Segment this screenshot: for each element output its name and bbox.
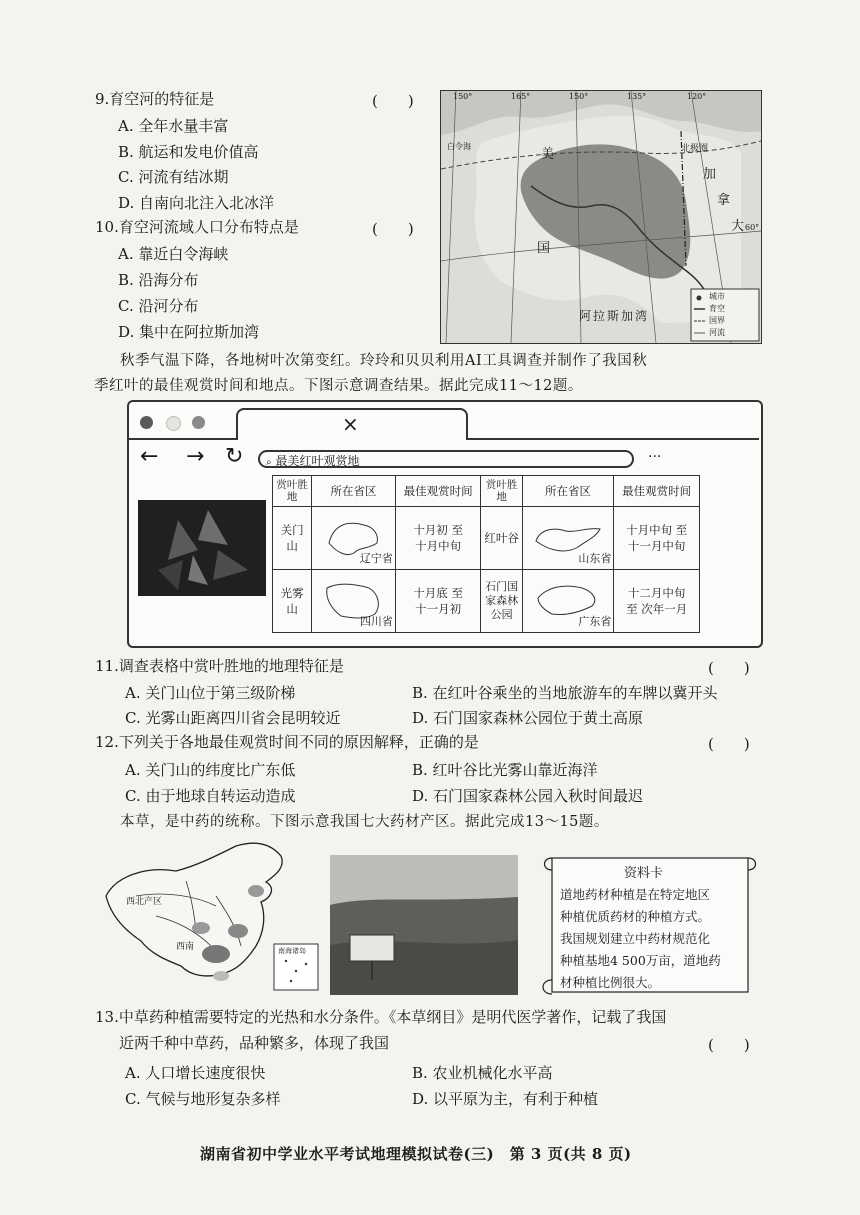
q11-stem: 11.调查表格中赏叶胜地的地理特征是 [95, 657, 344, 675]
window-dot[interactable] [140, 416, 153, 429]
more-menu-icon[interactable]: ··· [648, 449, 662, 465]
province-name: 广东省 [578, 615, 612, 628]
legend-yukon: 育空 [709, 304, 725, 313]
window-dot[interactable] [192, 416, 205, 429]
table-cell: 十二月中旬 至 次年一月 [614, 570, 700, 633]
q13-option-b: B. 农业机械化水平高 [412, 1064, 553, 1082]
info-card-line: 道地药材种植是在特定地区 [560, 887, 711, 902]
q10-option-a: A. 靠近白令海峡 [118, 245, 229, 263]
map-degree-label: 60° [745, 223, 760, 232]
q13-stem-line2: 近两千种中草药，品种繁多，体现了我国 [119, 1034, 390, 1052]
q10-option-c: C. 沿河分布 [118, 297, 199, 315]
q9-option-b: B. 航运和发电价值高 [118, 143, 259, 161]
country-label-ca: 拿 [717, 193, 731, 208]
table-cell: 光雾山 [273, 570, 312, 633]
search-icon: ⌕ [266, 457, 272, 468]
table-header: 赏叶胜地 [481, 476, 522, 507]
arctic-circle-label: 北极圈 [681, 144, 709, 154]
q12-option-d: D. 石门国家森林公园入秋时间最迟 [412, 787, 644, 805]
country-label-us: 国 [537, 241, 551, 256]
map-degree-label: 135° [627, 92, 647, 101]
table-cell: 关门山 [273, 507, 312, 570]
table-header: 赏叶胜地 [273, 476, 312, 507]
info-card-title: 资料卡 [624, 866, 664, 881]
q9-stem: 9.育空河的特征是 [95, 90, 215, 108]
legend-city: 城市 [709, 292, 725, 301]
q10-stem: 10.育空河流域人口分布特点是 [95, 218, 299, 236]
province-outline-cell [522, 507, 614, 570]
table-row [273, 570, 700, 633]
q11-option-a: A. 关门山位于第三级阶梯 [125, 684, 296, 702]
table-row [273, 507, 700, 570]
province-outline-cell [522, 570, 614, 633]
q13-stem-line1: 13.中草药种植需要特定的光热和水分条件。《本草纲目》是明代医学著作，记载了我国 [95, 1008, 667, 1026]
gulf-label: 阿拉斯加湾 [579, 309, 650, 323]
q11-option-b: B. 在红叶谷乘坐的当地旅游车的车牌以冀开头 [412, 684, 718, 702]
country-label-ca: 大 [731, 219, 745, 234]
table-cell: 十月初 至 十月中旬 [395, 507, 481, 570]
forward-arrow-icon[interactable]: → [186, 444, 205, 469]
intro-11-12-line2: 季红叶的最佳观赏时间和地点。下图示意调查结果。据此完成11～12题。 [94, 378, 583, 394]
table-header: 所在省区 [312, 476, 396, 507]
map-degree-label: 150° [453, 92, 473, 101]
q12-answer-paren: ( ) [708, 735, 750, 753]
country-label-ca: 加 [703, 167, 717, 182]
province-name: 山东省 [578, 552, 612, 565]
legend-border: 国界 [709, 316, 725, 325]
q9-option-d: D. 自南向北注入北冰洋 [118, 194, 275, 212]
q13-option-c: C. 气候与地形复杂多样 [125, 1090, 281, 1108]
info-card [540, 852, 758, 1002]
table-header: 最佳观赏时间 [395, 476, 481, 507]
table-header: 所在省区 [522, 476, 614, 507]
province-name: 辽宁省 [359, 552, 393, 565]
leaf-photo-drawing [138, 500, 266, 596]
q9-answer-paren: ( ) [372, 92, 414, 110]
country-label-us: 美 [541, 147, 555, 162]
map-degree-label: 120° [687, 92, 707, 101]
herb-field-drawing [330, 855, 518, 995]
info-card-line: 种植基地4 500万亩，道地药 [560, 953, 721, 968]
herb-field-photo [330, 855, 518, 995]
info-card-line: 我国规划建立中药材规范化 [560, 931, 711, 946]
map-degree-label: 165° [511, 92, 531, 101]
map-degree-label: 150° [569, 92, 589, 101]
search-query: 最美红叶观赏地 [275, 454, 360, 468]
back-arrow-icon[interactable]: ← [140, 444, 159, 469]
intro-11-12-line1: 秋季气温下降，各地树叶次第变红。玲玲和贝贝利用AI工具调查并制作了我国秋 [120, 353, 648, 369]
q10-answer-paren: ( ) [372, 220, 414, 238]
intro-13-15: 本草，是中药的统称。下图示意我国七大药材产区。据此完成13～15题。 [120, 814, 609, 830]
search-address-bar[interactable] [258, 450, 634, 468]
page-footer: 湖南省初中学业水平考试地理模拟试卷(三) 第 3 页(共 8 页) [200, 1145, 632, 1163]
q10-option-b: B. 沿海分布 [118, 271, 199, 289]
province-name: 四川省 [359, 615, 393, 628]
red-leaf-table [272, 475, 700, 633]
info-card-line: 材种植比例很大。 [560, 975, 661, 990]
q12-stem: 12.下列关于各地最佳观赏时间不同的原因解释，正确的是 [95, 733, 479, 751]
q13-option-d: D. 以平原为主，有利于种植 [412, 1090, 599, 1108]
table-cell: 红叶谷 [481, 507, 522, 570]
refresh-icon[interactable]: ↻ [225, 444, 244, 469]
yukon-river-map [440, 90, 762, 344]
q12-option-a: A. 关门山的纬度比广东低 [125, 761, 296, 779]
province-outline-cell [312, 507, 396, 570]
q13-option-a: A. 人口增长速度很快 [125, 1064, 266, 1082]
legend-river: 河流 [709, 328, 725, 337]
q11-option-c: C. 光雾山距离四川省会昆明较近 [125, 709, 341, 727]
q11-option-d: D. 石门国家森林公园位于黄土高原 [412, 709, 644, 727]
sea-label: 白令海 [447, 142, 471, 151]
q10-option-d: D. 集中在阿拉斯加湾 [118, 323, 260, 341]
table-cell: 十月中旬 至 十一月中旬 [614, 507, 700, 570]
region-label-northwest: 西北产区 [126, 897, 163, 907]
q12-option-b: B. 红叶谷比光雾山靠近海洋 [412, 761, 598, 779]
q11-answer-paren: ( ) [708, 659, 750, 677]
q9-option-a: A. 全年水量丰富 [118, 117, 229, 135]
window-dot[interactable] [166, 416, 181, 431]
info-card-line: 种植优质药材的种植方式。 [560, 909, 711, 924]
table-header: 最佳观赏时间 [614, 476, 700, 507]
china-map-drawing [96, 836, 328, 996]
table-cell: 十月底 至 十一月初 [395, 570, 481, 633]
close-tab-icon[interactable]: × [342, 412, 359, 436]
china-herb-regions-map [96, 836, 328, 996]
table-cell: 石门国家森林公园 [481, 570, 522, 633]
red-leaf-photo [138, 500, 266, 596]
q9-option-c: C. 河流有结冰期 [118, 168, 229, 186]
q12-option-c: C. 由于地球自转运动造成 [125, 787, 296, 805]
province-outline-cell [312, 570, 396, 633]
south-china-sea-islands-label: 南海诸岛 [278, 947, 306, 955]
region-label-southwest: 西南 [176, 942, 195, 952]
q13-answer-paren: ( ) [708, 1036, 750, 1054]
